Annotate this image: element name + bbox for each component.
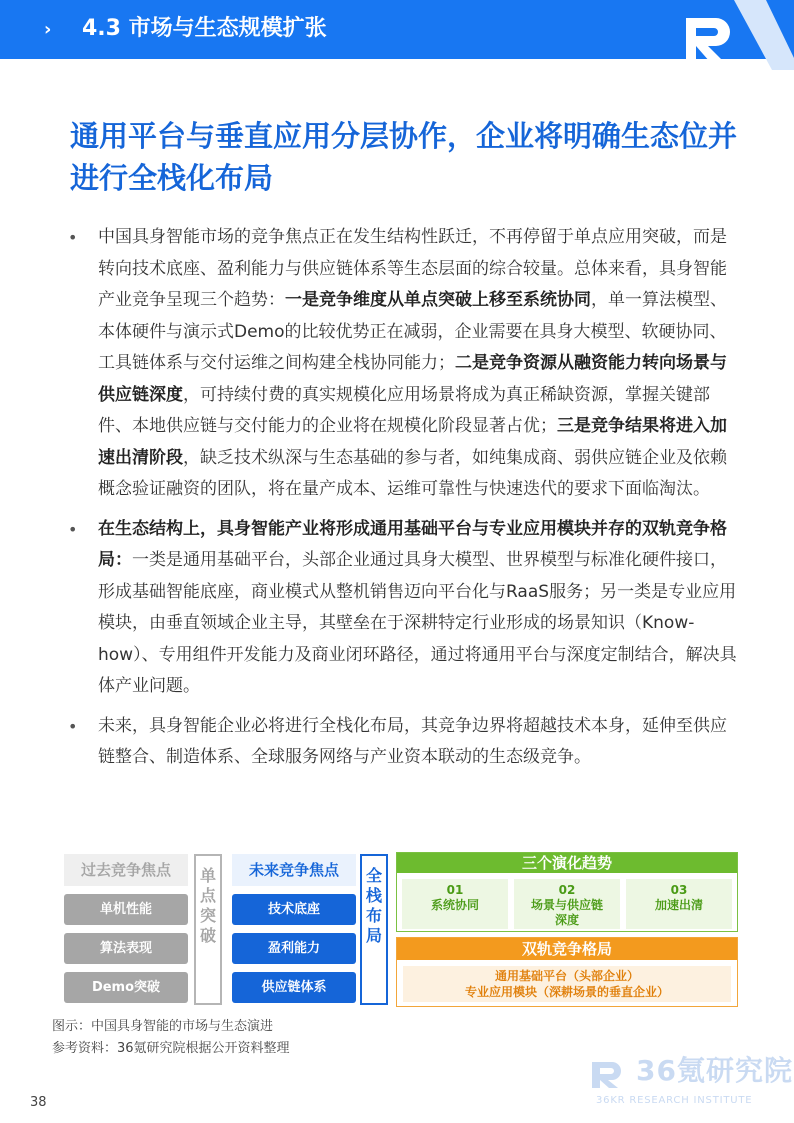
- vbox-char: 局: [365, 926, 382, 945]
- bullet-text: 中国具身智能市场的竞争焦点正在发生结构性跃迁，不再停留于单点应用突破，而是转向技术底座、盈利能力与供应链体系等生态层面的综合较量。总体来看，具身智能产业竞争呈现三个趋势：: [98, 227, 727, 310]
- bullet-emphasis: 一是竞争维度从单点突破上移至系统协同: [285, 290, 591, 310]
- vbox-char: 栈: [365, 886, 382, 905]
- caption-figure: 图示：中国具身智能的市场与生态演进: [52, 1019, 274, 1034]
- past-item-algorithm-performance: 算法表现: [64, 933, 188, 964]
- past-item-standalone-performance: 单机性能: [64, 894, 188, 925]
- watermark-text-cn: 36氪研究院: [636, 1054, 793, 1087]
- three-trends-header: 三个演化趋势: [397, 853, 737, 873]
- bullet-list: [62, 222, 740, 782]
- page-title: 通用平台与垂直应用分层协作，企业将明确生态位并进行全栈化布局: [70, 119, 738, 195]
- trend-number: 01: [446, 883, 464, 897]
- trend-number: 02: [558, 883, 576, 897]
- trend-card: [402, 879, 508, 929]
- three-trends-panel: [396, 852, 738, 932]
- dual-track-panel: [396, 937, 738, 1007]
- bullet-emphasis: 三是竞争结果将进入加速出清阶段: [98, 416, 727, 468]
- vbox-char: 布: [365, 906, 382, 925]
- trend-label: 系统协同: [430, 898, 479, 912]
- future-item-profitability: 盈利能力: [232, 933, 356, 964]
- section-title: 4.3 市场与生态规模扩张: [82, 16, 327, 41]
- dual-track-line: 通用基础平台（头部企业）: [494, 969, 639, 983]
- bullet-dot-icon: •: [68, 519, 78, 539]
- trend-label: 场景与供应链深度: [530, 898, 603, 927]
- header-bar: [0, 0, 794, 59]
- caption-source: 参考资料：36氪研究院根据公开资料整理: [52, 1041, 290, 1056]
- bullet-text: ，缺乏技术纵深与生态基础的参与者，如纯集成商、弱供应链企业及依赖概念验证融资的团队，将在量产成本、运维可靠性与快速迭代的要求下面临淘汰。: [98, 447, 727, 499]
- bullet-emphasis: 二是竞争资源从融资能力转向场景与供应链深度: [98, 353, 727, 405]
- past-focus-header: 过去竞争焦点: [64, 854, 188, 886]
- dual-track-line: 专业应用模块（深耕场景的垂直企业）: [464, 985, 669, 999]
- trend-label: 加速出清: [654, 898, 703, 912]
- chevron-right-icon: ›: [44, 19, 52, 40]
- ecosystem-figure: [58, 850, 742, 1010]
- bullet-item: [62, 514, 740, 703]
- dual-track-header: 双轨竞争格局: [397, 938, 737, 960]
- vbox-char: 破: [199, 926, 216, 945]
- vbox-char: 点: [199, 886, 216, 905]
- bullet-text: ，可持续付费的真实规模化应用场景将成为真正稀缺资源，掌握关键部件、本地供应链与交付能力的企业将在规模化阶段显著占优；: [98, 384, 710, 436]
- vbox-char: 突: [199, 906, 216, 925]
- bullet-dot-icon: •: [68, 228, 78, 247]
- future-item-supply-chain: 供应链体系: [232, 972, 356, 1003]
- bullet-text: 一类是通用基础平台，头部企业通过具身大模型、世界模型与标准化硬件接口，形成基础智能底座，商业模式从整机销售迈向平台化与RaaS服务；另一类是专业应用模块，由垂直领域企业主导，其壁垒在于深耕特定行业形成的场景知识（Know-how）、专用组件开发能力及商业闭环路径，通过将通用平台与深度定制结合，解决具体产业问题。: [98, 550, 737, 696]
- single-point-breakthrough-box: [194, 854, 222, 1005]
- bullet-text: 未来，具身智能企业必将进行全栈化布局，其竞争边界将超越技术本身，延伸至供应链整合、制造体系、全球服务网络与产业资本联动的生态级竞争。: [98, 715, 727, 767]
- bullet-text: ，单一算法模型、本体硬件与演示式Demo的比较优势正在减弱，企业需要在具身大模型、软硬协同、工具链体系与交付运维之间构建全栈协同能力；: [98, 290, 727, 373]
- trend-card: [514, 879, 620, 929]
- bullet-item: [62, 222, 740, 506]
- bullet-item: [62, 711, 740, 774]
- 36kr-logo-icon: [672, 0, 794, 70]
- vbox-char: 全: [365, 866, 382, 885]
- figure-caption: [52, 1016, 290, 1060]
- dual-track-body: [403, 966, 731, 1002]
- past-item-demo-breakthrough: Demo突破: [64, 972, 188, 1003]
- bullet-dot-icon: •: [68, 716, 78, 736]
- full-stack-layout-box: [360, 854, 388, 1005]
- vbox-char: 单: [199, 866, 216, 885]
- future-focus-header: 未来竞争焦点: [232, 854, 356, 886]
- watermark-text-en: 36KR RESEARCH INSTITUTE: [596, 1095, 753, 1106]
- trend-number: 03: [670, 883, 688, 897]
- watermark-logo-icon: [590, 1060, 630, 1090]
- page-number: 38: [30, 1095, 47, 1110]
- bullet-emphasis: 在生态结构上，具身智能产业将形成通用基础平台与专业应用模块并存的双轨竞争格局：: [98, 518, 727, 570]
- future-item-tech-base: 技术底座: [232, 894, 356, 925]
- trend-card: [626, 879, 732, 929]
